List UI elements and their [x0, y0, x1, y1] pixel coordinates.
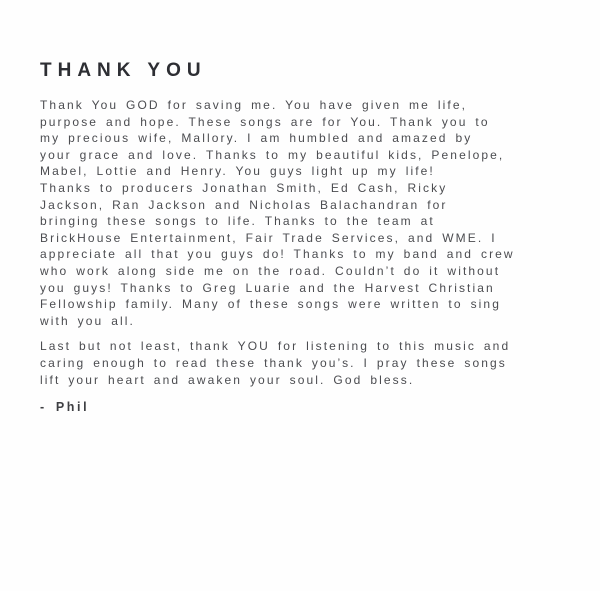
- text-line: your grace and love. Thanks to my beautiful kids, Penelope,: [40, 147, 505, 162]
- text-line: you guys! Thanks to Greg Luarie and the Harvest Christian: [40, 280, 495, 295]
- text-line: bringing these songs to life. Thanks to the team at: [40, 214, 435, 229]
- text-line: Thanks to producers Jonathan Smith, Ed Cash, Ricky: [40, 180, 448, 195]
- text-line: who work along side me on the road. Couldn’t do it without: [40, 263, 501, 278]
- text-line: with you all.: [40, 313, 135, 328]
- thank-you-paragraph-2: [40, 338, 580, 388]
- text-line: caring enough to read these thank you’s. I pray these songs: [40, 355, 507, 370]
- text-line: Fellowship family. Many of these songs were written to sing: [40, 297, 501, 312]
- text-line: Last but not least, thank YOU for listening to this music and: [40, 339, 511, 354]
- text-line: BrickHouse Entertainment, Fair Trade Services, and WME. I: [40, 230, 497, 245]
- text-line: my precious wife, Mallory. I am humbled and amazed by: [40, 131, 473, 146]
- text-line: Jackson, Ran Jackson and Nicholas Balachandran for: [40, 197, 448, 212]
- thank-you-text-block: [40, 97, 580, 416]
- thank-you-paragraph-1: [40, 97, 580, 329]
- text-line: Thank You GOD for saving me. You have given me life,: [40, 98, 468, 112]
- page-title: THANK YOU: [40, 60, 207, 81]
- text-line: appreciate all that you guys do! Thanks to my band and crew: [40, 247, 515, 262]
- text-line: purpose and hope. These songs are for You. Thank you to: [40, 114, 490, 129]
- text-line: lift your heart and awaken your soul. God bless.: [40, 372, 415, 387]
- text-line: Mabel, Lottie and Henry. You guys light up my life!: [40, 164, 435, 179]
- signature: - Phil: [40, 400, 90, 415]
